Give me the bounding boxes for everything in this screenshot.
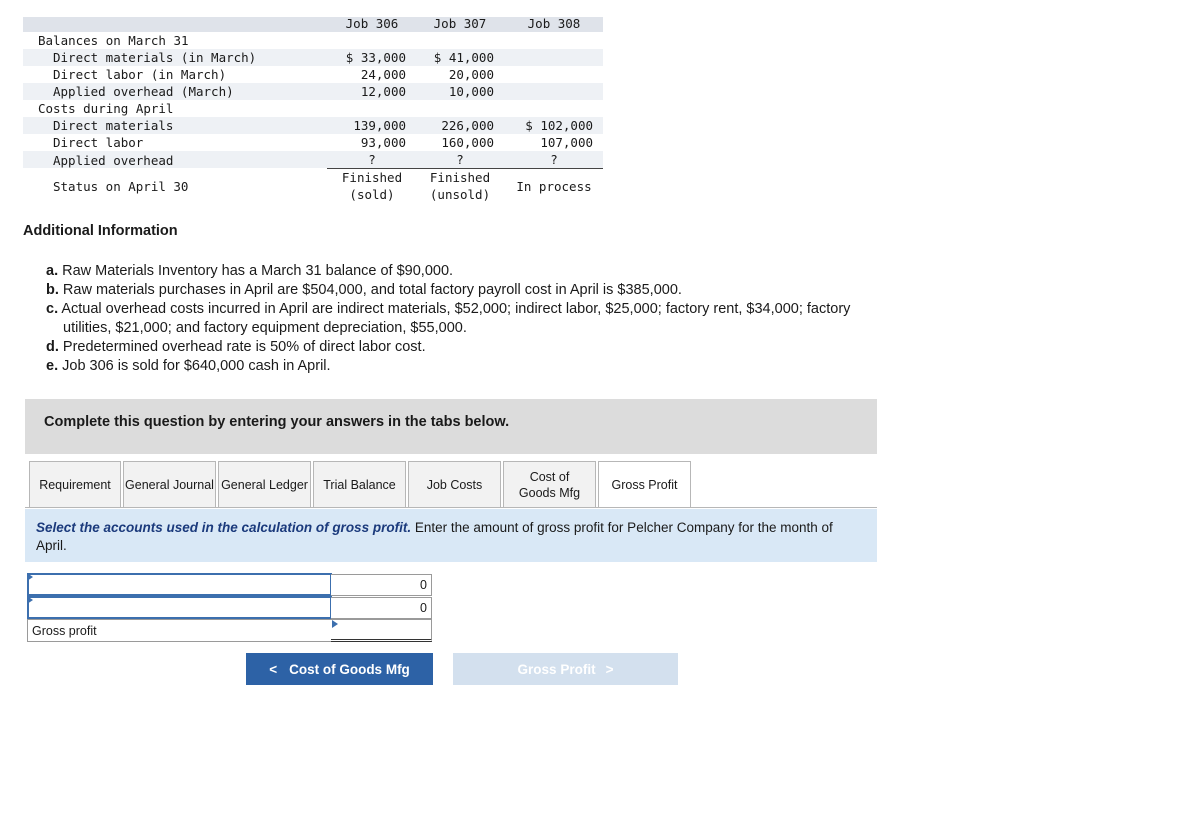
instruction-text <box>36 519 866 555</box>
cell-307: ? <box>456 152 464 167</box>
status-label: Status on April 30 <box>53 179 189 194</box>
cell-306: 24,000 <box>360 67 406 82</box>
info-text: Raw Materials Inventory has a March 31 balance of $90,000. <box>62 263 454 279</box>
info-text: utilities, $21,000; and factory equipment depreciation, $55,000. <box>63 320 467 336</box>
info-key: a. <box>46 263 59 279</box>
prev-tab-button[interactable] <box>246 653 433 685</box>
job-307-header: Job 307 <box>433 16 487 31</box>
instruction-rest: Enter the amount of gross profit for Pelcher Company for the month of April. <box>36 520 833 553</box>
row-label: Direct materials <box>53 118 174 133</box>
status-307: Finished <box>429 170 491 185</box>
cell-306: $ 33,000 <box>345 50 406 65</box>
info-key: c. <box>46 301 59 317</box>
panel-text: Complete this question by entering your answers in the tabs below. <box>44 414 510 430</box>
account-select-2[interactable] <box>27 596 332 619</box>
dropdown-marker-icon <box>27 596 33 604</box>
row-label: Direct labor <box>53 135 144 150</box>
info-item <box>46 262 946 281</box>
cell-307: 20,000 <box>448 67 494 82</box>
cell-306: 12,000 <box>360 84 406 99</box>
status-308: In process <box>516 179 592 194</box>
cell-308: ? <box>550 152 558 167</box>
amount-input-2[interactable]: 0 <box>331 597 432 619</box>
costs-heading: Costs during April <box>38 101 174 116</box>
info-item <box>46 300 946 319</box>
dropdown-marker-icon <box>27 573 33 581</box>
info-key: b. <box>46 282 59 298</box>
status-306-detail: (sold) <box>349 187 395 202</box>
amount-input-1[interactable]: 0 <box>331 574 432 596</box>
tab-general-ledger[interactable]: General Ledger <box>218 461 311 508</box>
job-308-header: Job 308 <box>527 16 581 31</box>
balances-heading: Balances on March 31 <box>38 33 189 48</box>
cell-307: 226,000 <box>441 118 494 133</box>
tab-cost-of-goods-mfg[interactable]: Cost of Goods Mfg <box>503 461 596 508</box>
info-key: e. <box>46 358 59 374</box>
status-306: Finished <box>341 170 403 185</box>
next-tab-button[interactable] <box>453 653 678 685</box>
row-label: Direct materials (in March) <box>53 50 257 65</box>
info-item <box>46 357 946 376</box>
tab-general-journal[interactable]: General Journal <box>123 461 216 508</box>
divider <box>327 168 603 169</box>
cell-306: 139,000 <box>353 118 406 133</box>
info-item <box>46 281 946 300</box>
instruction-emphasis: Select the accounts used in the calculation of gross profit. <box>36 520 412 535</box>
job-306-header: Job 306 <box>345 16 399 31</box>
input-marker-icon <box>332 620 338 628</box>
cell-306: 93,000 <box>360 135 406 150</box>
tab-gross-profit[interactable]: Gross Profit <box>598 461 691 508</box>
row-label: Direct labor (in March) <box>53 67 227 82</box>
row-label: Applied overhead <box>53 153 174 168</box>
cell-307: $ 41,000 <box>433 50 494 65</box>
info-item <box>63 319 963 338</box>
info-text: Job 306 is sold for $640,000 cash in April. <box>62 358 331 374</box>
chevron-left-icon: < <box>269 661 278 677</box>
info-key: d. <box>46 339 59 355</box>
next-tab-label: Gross Profit <box>517 661 596 677</box>
tab-trial-balance[interactable]: Trial Balance <box>313 461 406 508</box>
status-307-detail: (unsold) <box>429 187 491 202</box>
info-item <box>46 338 946 357</box>
gross-profit-input[interactable] <box>331 619 432 642</box>
gross-profit-label: Gross profit <box>27 619 332 642</box>
cell-307: 160,000 <box>441 135 494 150</box>
info-text: Raw materials purchases in April are $504,000, and total factory payroll cost in April is $385,000. <box>62 282 682 298</box>
tab-job-costs[interactable]: Job Costs <box>408 461 501 508</box>
info-text: Predetermined overhead rate is 50% of direct labor cost. <box>62 339 426 355</box>
prev-tab-label: Cost of Goods Mfg <box>289 661 410 677</box>
row-label: Applied overhead (March) <box>53 84 234 99</box>
tab-baseline <box>25 507 877 508</box>
account-select-1[interactable] <box>27 573 332 596</box>
cell-307: 10,000 <box>448 84 494 99</box>
cell-308: 107,000 <box>540 135 593 150</box>
chevron-right-icon: > <box>605 661 614 677</box>
tab-requirement[interactable]: Requirement <box>29 461 121 508</box>
cell-306: ? <box>368 152 376 167</box>
additional-info-title: Additional Information <box>23 223 178 239</box>
cell-308: $ 102,000 <box>525 118 593 133</box>
info-text: Actual overhead costs incurred in April are indirect materials, $52,000; indirect labor, $25,000; factory rent, $34,000; factory <box>61 301 851 317</box>
